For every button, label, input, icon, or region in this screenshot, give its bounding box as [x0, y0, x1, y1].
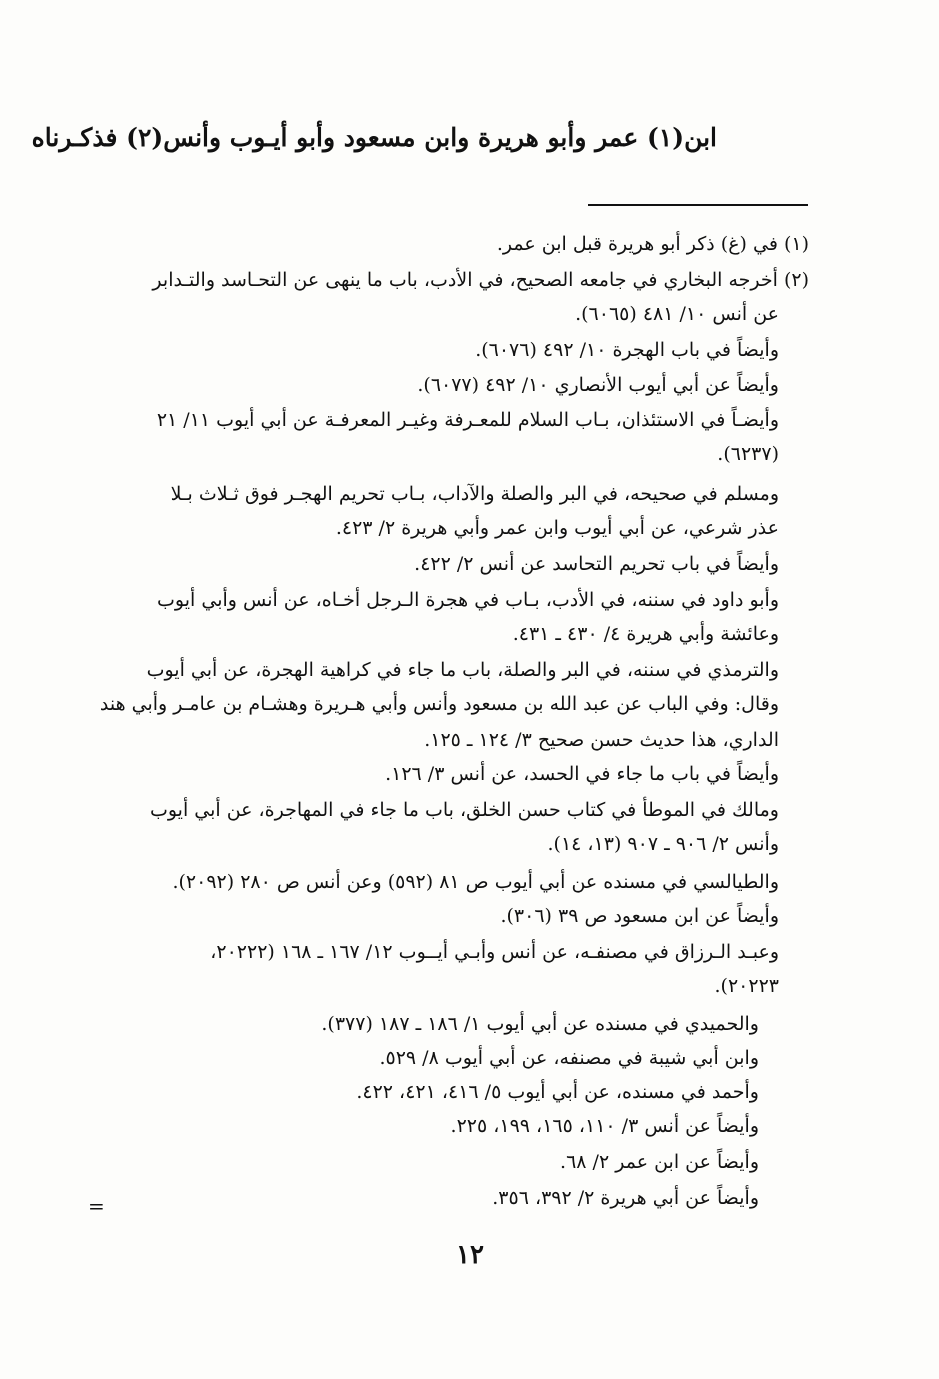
- footnote-line: وأيضاً عن ابن عمر ٢/ ٦٨.: [560, 1151, 759, 1173]
- page-number: ١٢: [456, 1240, 484, 1270]
- footnote-line: (١) في (غ) ذكر أبو هريرة قبل ابن عمر.: [496, 233, 809, 255]
- footnote-line: وأيضاً في باب ما جاء في الحسد، عن أنس ٣/ ١٢٦.: [385, 763, 779, 785]
- footnote-line: والطيالسي في مسنده عن أبي أيوب ص ٨١ (٥٩٢) وعن أنس ص ٢٨٠ (٢٠٩٢).: [172, 871, 779, 893]
- footnote-line: وأحمد في مسنده، عن أبي أيوب ٥/ ٤١٦، ٤٢١، ٤٢٢.: [356, 1081, 759, 1103]
- footnote-line: وأيضـاً في الاستئذان، بـاب السلام للمعـرفة وغيـر المعرفـة عن أبي أيوب ١١/ ٢١: [156, 409, 779, 431]
- footnote-line: ٢٠٢٢٣).: [714, 975, 779, 997]
- footnote-line: وأيضاً عن أبي أيوب الأنصاري ١٠/ ٤٩٢ (٦٠٧٧).: [417, 374, 779, 396]
- footnote-line: وأبو داود في سننه، في الأدب، بـاب في هجرة الـرجل أخـاه، عن أنس وأبي أيوب: [157, 589, 779, 611]
- footnote-line: الداري، هذا حديث حسن صحيح ٣/ ١٢٤ ـ ١٢٥.: [424, 729, 779, 751]
- footnote-line: وأيضاً في باب الهجرة ١٠/ ٤٩٢ (٦٠٧٦).: [475, 339, 779, 361]
- footnote-line: عن أنس ١٠/ ٤٨١ (٦٠٦٥).: [575, 303, 779, 325]
- footnote-line: ومالك في الموطأ في كتاب حسن الخلق، باب ما جاء في المهاجرة، عن أبي أيوب: [149, 799, 779, 821]
- footnote-line: وابن أبي شيبة في مصنفه، عن أبي أيوب ٨/ ٥٢٩.: [379, 1047, 759, 1069]
- main-text-line: ابن(١) عمر وأبو هريرة وابن مسعود وأبو أيـوب وأنس(٢) فذكـرناه: [31, 123, 717, 152]
- footnote-line: عذر شرعي، عن أبي أيوب وابن عمر وأبي هريرة ٢/ ٤٢٣.: [335, 517, 779, 539]
- continuation-mark: =: [88, 1194, 105, 1218]
- footnote-line: وعائشة وأبي هريرة ٤/ ٤٣٠ ـ ٤٣١.: [512, 623, 779, 645]
- footnote-line: (٦٢٣٧).: [717, 443, 779, 465]
- footnote-line: وعبـد الـرزاق في مصنفـه، عن أنس وأبـي أيــوب ١٢/ ١٦٧ ـ ١٦٨ (٢٠٢٢٢،: [210, 941, 779, 963]
- footnote-line: وأيضاً عن أنس ٣/ ١١٠، ١٦٥، ١٩٩، ٢٢٥.: [450, 1115, 759, 1137]
- footnote-line: وأيضاً في باب تحريم التحاسد عن أنس ٢/ ٤٢٢.: [414, 553, 779, 575]
- footnote-line: (٢) أخرجه البخاري في جامعه الصحيح، في الأدب، باب ما ينهى عن التحـاسد والتـدابر: [152, 269, 809, 291]
- footnote-line: وأيضاً عن ابن مسعود ص ٣٩ (٣٠٦).: [500, 905, 779, 927]
- footnote-line: ومسلم في صحيحه، في البر والصلة والآداب، بـاب تحريم الهجـر فوق ثـلاث بـلا: [170, 483, 779, 505]
- footnote-line: وأنس ٢/ ٩٠٦ ـ ٩٠٧ (١٣، ١٤).: [547, 833, 779, 855]
- footnote-separator: [588, 204, 808, 206]
- footnote-line: وأيضاً عن أبي هريرة ٢/ ٣٩٢، ٣٥٦.: [492, 1187, 759, 1209]
- footnote-line: والترمذي في سننه، في البر والصلة، باب ما جاء في كراهية الهجرة، عن أبي أيوب: [146, 659, 779, 681]
- footnote-line: والحميدي في مسنده عن أبي أيوب ١/ ١٨٦ ـ ١٨٧ (٣٧٧).: [321, 1013, 759, 1035]
- footnote-line: وقال: وفي الباب عن عبد الله بن مسعود وأنس وأبي هـريرة وهشـام بن عامـر وأبي هند: [99, 693, 779, 715]
